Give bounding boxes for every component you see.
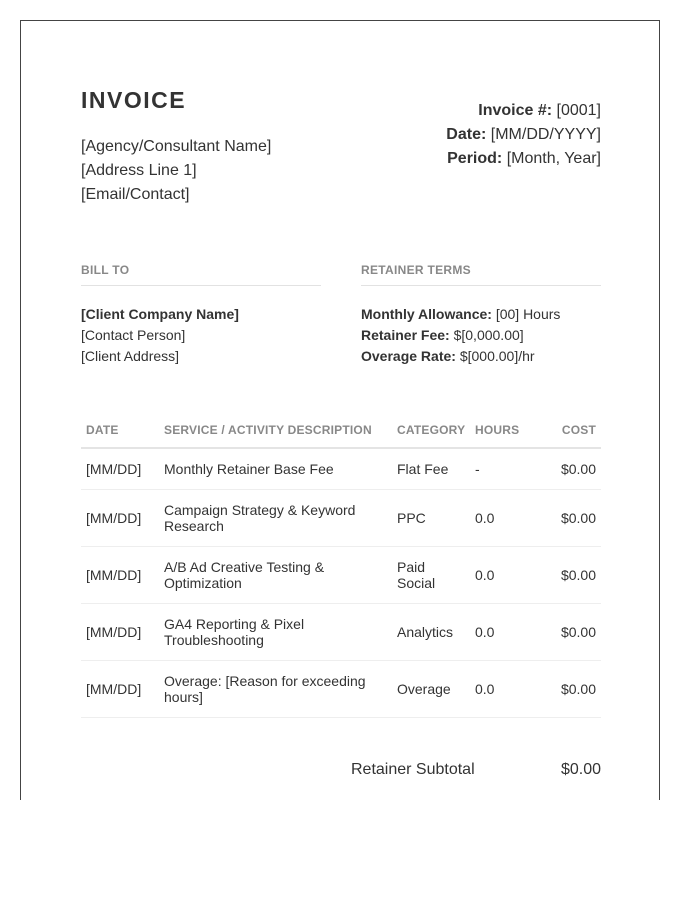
agency-address: [Address Line 1] [81,162,197,179]
row-category: Overage [392,661,470,718]
table-header-row [81,423,601,448]
table-row [81,448,601,490]
col-header-cost: COST [540,423,601,448]
col-header-category: CATEGORY [392,423,470,448]
row-category: Paid Social [392,547,470,604]
row-cost: $0.00 [540,547,601,604]
row-cost: $0.00 [540,604,601,661]
row-cost: $0.00 [540,448,601,490]
bill-to-section [81,263,321,367]
row-date: [MM/DD] [81,604,159,661]
invoice-title: INVOICE [81,87,187,113]
row-cost: $0.00 [540,661,601,718]
subtotal-label: Retainer Subtotal [351,761,475,778]
row-description: A/B Ad Creative Testing & Optimization [159,547,392,604]
retainer-terms-section [361,263,601,367]
invoice-date-line [446,123,601,147]
invoice-date-value: [MM/DD/YYYY] [490,126,601,143]
col-header-hours: HOURS [470,423,540,448]
invoice-sheet [20,20,660,802]
row-date: [MM/DD] [81,661,159,718]
col-header-description: SERVICE / ACTIVITY DESCRIPTION [159,423,392,448]
table-row [81,604,601,661]
invoice-date-label: Date: [446,126,487,143]
page-cutoff [20,800,660,802]
row-cost: $0.00 [540,490,601,547]
allowance-value: [00] Hours [495,306,561,322]
row-category: PPC [392,490,470,547]
client-contact: [Contact Person] [81,327,186,343]
invoice-number-label: Invoice #: [478,102,553,119]
table-row [81,490,601,547]
invoice-period-value: [Month, Year] [506,150,601,167]
row-hours: 0.0 [470,490,540,547]
overage-line [361,346,601,367]
invoice-period-label: Period: [447,150,503,167]
invoice-number-value: [0001] [556,102,601,119]
row-description: Overage: [Reason for exceeding hours] [159,661,392,718]
invoice-period-line [446,147,601,171]
agency-contact: [Email/Contact] [81,186,190,203]
invoice-number-line [446,99,601,123]
table-row [81,547,601,604]
row-date: [MM/DD] [81,547,159,604]
bill-to-heading: BILL TO [81,263,321,286]
allowance-line [361,304,601,325]
row-hours: - [470,448,540,490]
table-row [81,661,601,718]
fee-value: $[0,000.00] [453,327,524,343]
row-date: [MM/DD] [81,490,159,547]
retainer-terms-heading: RETAINER TERMS [361,263,601,286]
row-category: Analytics [392,604,470,661]
subtotal-value: $0.00 [561,761,602,778]
line-items-table [81,423,601,718]
row-description: Campaign Strategy & Keyword Research [159,490,392,547]
agency-info [81,135,271,207]
row-description: GA4 Reporting & Pixel Troubleshooting [159,604,392,661]
overage-value: $[000.00]/hr [459,348,535,364]
col-header-date: DATE [81,423,159,448]
row-hours: 0.0 [470,661,540,718]
row-hours: 0.0 [470,547,540,604]
row-description: Monthly Retainer Base Fee [159,448,392,490]
row-date: [MM/DD] [81,448,159,490]
fee-label: Retainer Fee: [361,327,450,343]
client-company: [Client Company Name] [81,306,239,322]
agency-name: [Agency/Consultant Name] [81,138,272,155]
invoice-meta [446,99,601,171]
overage-label: Overage Rate: [361,348,456,364]
allowance-label: Monthly Allowance: [361,306,492,322]
fee-line [361,325,601,346]
client-address: [Client Address] [81,348,180,364]
row-hours: 0.0 [470,604,540,661]
row-category: Flat Fee [392,448,470,490]
